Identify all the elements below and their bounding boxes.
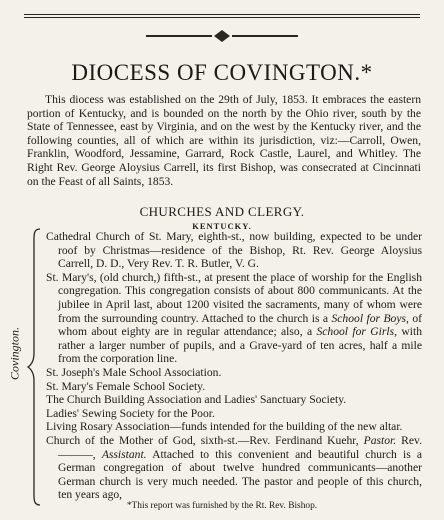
ornament-bar-left xyxy=(146,35,212,37)
entry-st-marys-text-1: St. Mary's, (old church,) fifth-st., at present the place of worship for the English congregation. This congregation consists of about 800 communicants. At the jubilee in April last, about 1200 visited the sacraments, many of whom were from the surrounding country. Attached to the church is a xyxy=(46,270,422,325)
entry-cathedral xyxy=(46,230,422,271)
entry-mother-of-god-text-1: Church of the Mother of God, sixth-st.—Rev. Ferdinand Kuehr, xyxy=(46,433,364,447)
school-boys-italic: School for Boys, xyxy=(331,311,409,325)
side-label xyxy=(7,300,27,410)
side-label-text: Covington. xyxy=(7,327,22,380)
footnote: *This report was furnished by the Rt. Rev. Bishop. xyxy=(126,501,318,511)
entry-mother-of-god-text-2: Rev. ———, xyxy=(58,433,422,461)
entry-st-marys-text-3: with rather a larger number of pupils, and a Grave-yard of ten acres, half a mile from the corporation line. xyxy=(58,325,422,366)
page-title: DIOCESS OF COVINGTON.* xyxy=(71,60,373,85)
state-heading: KENTUCKY. xyxy=(192,221,252,231)
entry-building-association xyxy=(46,393,422,407)
brace-icon xyxy=(27,227,41,507)
entry-building-association-text: The Church Building Association and Ladies' Sanctuary Society. xyxy=(46,393,347,407)
intro-paragraph: This diocess was established on the 29th of July, 1853. It embraces the eastern portion of Kentucky, and is bounded on the north by the Ohio river, south by the State of Tennessee, east by Virginia, and on the west by the Kentucky river, and the following counties, all of which are within its jurisdiction, viz:—Carroll, Owen, Franklin, Woodford, Jessamine, Garrard, Rock Castle, Laurel, and Whitley. The Right Rev. George Aloysius Carrell, its first Bishop, was consecrated at Cincinnati on the Feast of all Saints, 1853. xyxy=(27,93,421,188)
entry-female-school-text: St. Mary's Female School Society. xyxy=(46,379,206,393)
assistant-italic: Assistant. xyxy=(101,447,147,461)
entry-rosary xyxy=(46,420,422,434)
entry-list xyxy=(46,230,422,502)
entry-st-josephs-text: St. Joseph's Male School Association. xyxy=(46,365,222,379)
school-girls-italic: School for Girls, xyxy=(316,325,398,339)
ornament-diamond-icon xyxy=(214,30,230,42)
entry-female-school xyxy=(46,380,422,394)
entry-st-marys xyxy=(46,271,422,366)
section-subtitle: CHURCHES AND CLERGY. xyxy=(139,204,305,219)
pastor-italic: Pastor. xyxy=(363,433,397,447)
entry-st-marys-text-2: of whom about eighty are in regular attendance; also, a xyxy=(58,311,422,339)
top-rule xyxy=(24,14,420,15)
entry-mother-of-god xyxy=(46,434,422,502)
entry-cathedral-text: Cathedral Church of St. Mary, eighth-st., now building, expected to be under roof by Christmas—residence of the Bishop, Rt. Rev. George Aloysius Carrell, D. D., Very Rev. T. R. Butler, V. G. xyxy=(46,230,422,271)
ornament-divider xyxy=(146,30,298,42)
ornament-bar-right xyxy=(232,35,298,37)
entry-sewing-society-text: Ladies' Sewing Society for the Poor. xyxy=(46,406,215,420)
top-rule-double xyxy=(24,17,420,18)
entry-mother-of-god-text-3: Attached to this convenient and beautiful church is a German congregation of about twelve hundred communicants—another German church is very much needed. The pastor and people of this church, ten years ago, xyxy=(58,447,422,502)
entry-sewing-society xyxy=(46,407,422,421)
entry-rosary-text: Living Rosary Association—funds intended for the building of the new altar. xyxy=(46,420,403,434)
entry-st-josephs xyxy=(46,366,422,380)
